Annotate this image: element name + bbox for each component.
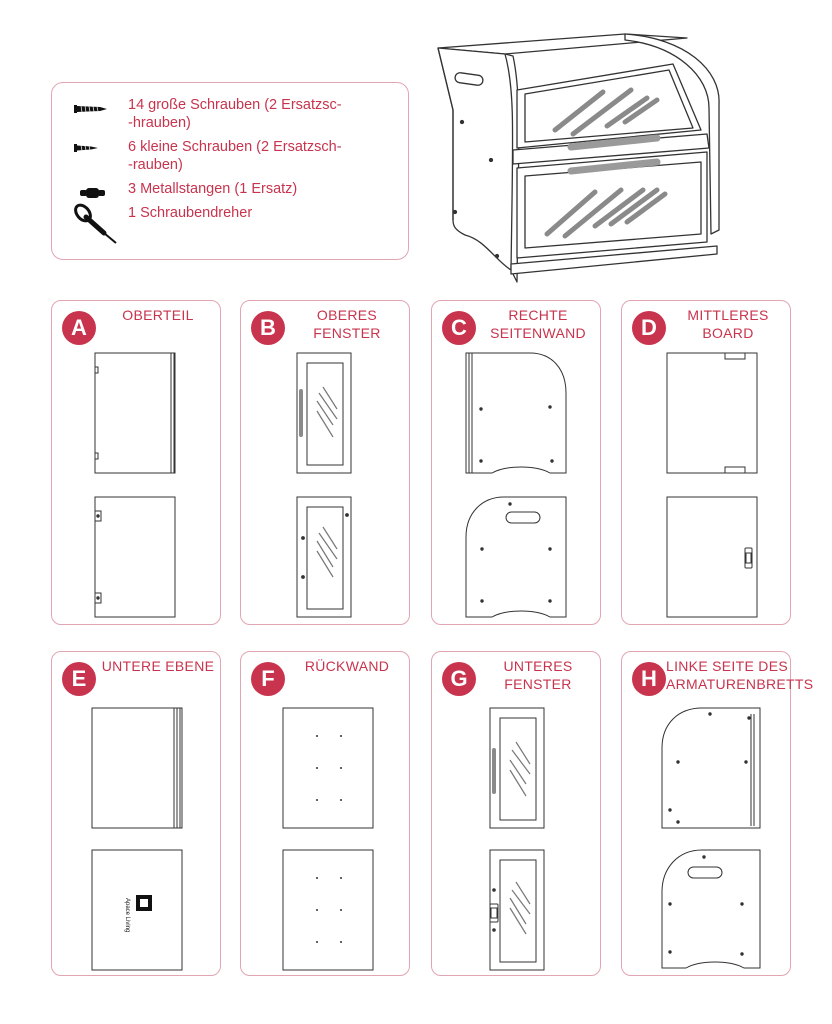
part-h-drawing [622, 652, 814, 975]
part-card-b [240, 300, 410, 625]
part-c-drawing [432, 301, 600, 624]
small-screw-icon [74, 142, 100, 154]
part-title: RÜCKWAND [304, 658, 390, 674]
assembled-breadbox-illustration [425, 30, 725, 292]
part-letter-badge: F [251, 662, 285, 696]
part-letter-badge: B [251, 311, 285, 345]
part-letter-badge: C [442, 311, 476, 345]
part-letter-badge: H [632, 662, 666, 696]
hardware-item [52, 139, 408, 173]
part-g-drawing [432, 652, 600, 975]
part-card-a [51, 300, 221, 625]
hardware-text: 14 große Schrauben (2 Ersatzsc- -hrauben) [128, 97, 342, 131]
screwdriver-icon [74, 203, 120, 245]
part-card-d [621, 300, 791, 625]
hardware-list [51, 82, 409, 260]
part-title: OBERES FENSTER [313, 307, 381, 341]
part-card-f [240, 651, 410, 976]
hardware-item [52, 97, 408, 131]
hardware-item [52, 205, 408, 227]
part-title: LINKE SEITE DES ARMATURENBRETTS [666, 658, 814, 692]
hardware-text: 6 kleine Schrauben (2 Ersatzsch- -rauben) [128, 139, 342, 173]
hardware-text: 1 Schraubendreher [128, 205, 253, 221]
part-card-c [431, 300, 601, 625]
part-title: RECHTE SEITENWAND [490, 307, 586, 341]
part-title: UNTERES FENSTER [503, 658, 573, 692]
hardware-item [52, 181, 408, 203]
part-d-drawing [622, 301, 790, 624]
part-e-drawing [52, 652, 220, 975]
part-f-drawing [241, 652, 409, 975]
part-card-e [51, 651, 221, 976]
brand-logo-text: Apace Living [124, 898, 130, 933]
part-title: OBERTEIL [122, 307, 194, 323]
part-letter-badge: A [62, 311, 96, 345]
part-b-drawing [241, 301, 409, 624]
part-letter-badge: E [62, 662, 96, 696]
metal-rod-icon [80, 187, 108, 199]
part-letter-badge: D [632, 311, 666, 345]
large-screw-icon [74, 103, 108, 115]
part-card-h [621, 651, 814, 976]
part-letter-badge: G [442, 662, 476, 696]
part-title: MITTLERES BOARD [687, 307, 769, 341]
part-title: UNTERE EBENE [101, 658, 215, 674]
part-a-drawing [52, 301, 220, 624]
part-card-g [431, 651, 601, 976]
hardware-text: 3 Metallstangen (1 Ersatz) [128, 181, 298, 197]
